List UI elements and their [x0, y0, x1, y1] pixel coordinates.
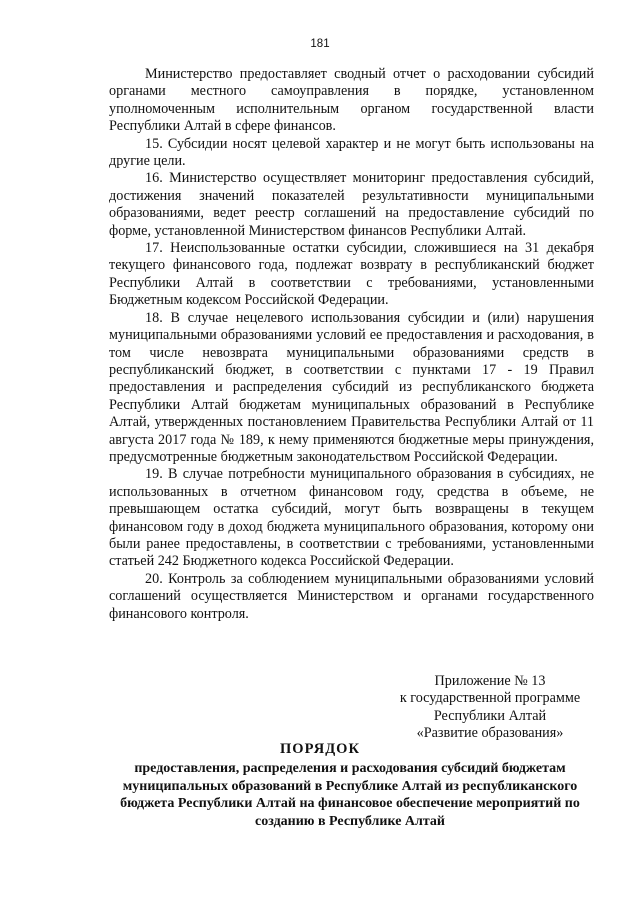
paragraph-15: 15. Субсидии носят целевой характер и не могут быть использованы на другие цели. — [109, 135, 594, 170]
paragraph-18: 18. В случае нецелевого использования субсидии и (или) нарушения муниципальными образованиями условий ее предоставления и расходования, в том числе невозврата муниципальными образованиями средств в республиканский бюджет, в соответствии с пунктами 17 - 19 Правил предоставления и распределения субсидий из республиканского бюджета Республики Алтай бюджетам муниципальных образований в Республике Алтай, утвержденных постановлением Правительства Республики Алтай от 11 августа 2017 года № 189, к нему применяются бюджетные меры принуждения, предусмотренные бюджетным законодательством Российской Федерации. — [109, 309, 594, 465]
appendix-number: Приложение № 13 — [434, 673, 546, 689]
paragraph-20: 20. Контроль за соблюдением муниципальными образованиями условий соглашений осуществляется Министерством и органами государственного финансового контроля. — [109, 570, 594, 622]
page-number: 181 — [310, 38, 330, 50]
paragraph-16: 16. Министерство осуществляет мониторинг предоставления субсидий, достижения значений показателей результативности муниципальными образованиями, ведет реестр соглашений на предоставление субсидий по форме, установленной Министерством финансов Республики Алтай. — [109, 170, 594, 239]
appendix-program: к государственной программе — [399, 690, 581, 707]
appendix-republic: Республики Алтай — [433, 707, 547, 724]
paragraph-17: 17. Неиспользованные остатки субсидии, сложившиеся на 31 декабря текущего финансового года, подлежат возврату в республиканский бюджет Республики Алтай в соответствии с требованиями, установленными Бюджетным кодексом Российской Федерации. — [109, 240, 594, 309]
document-title: ПОРЯДОК — [280, 741, 360, 757]
document-subtitle: предоставления, распределения и расходования субсидий бюджетам муниципальных образований в Республике Алтай из республиканского бюджета Республики Алтай на финансовое обеспечение мероприятий по созданию в Республике Алтай — [120, 761, 580, 829]
appendix-program-name: «Развитие образования» — [416, 725, 564, 742]
paragraph-19: 19. В случае потребности муниципального образования в субсидиях, не использованных в отчетном финансовом году, средства в объеме, не превышающем остатка субсидий, могут быть возвращены в текущем финансовом году в доход бюджета муниципального образования, которому они были ранее предоставлены, в соответствии с требованиями, установленными статьей 242 Бюджетного кодекса Российской Федерации. — [109, 466, 594, 570]
body-text — [109, 66, 594, 623]
paragraph-ministry-report: Министерство предоставляет сводный отчет о расходовании субсидий органами местного самоуправления в порядке, установленном уполномоченным исполнительным органом государственной власти Республики Алтай в сфере финансов. — [109, 66, 594, 135]
appendix-header — [360, 673, 620, 743]
